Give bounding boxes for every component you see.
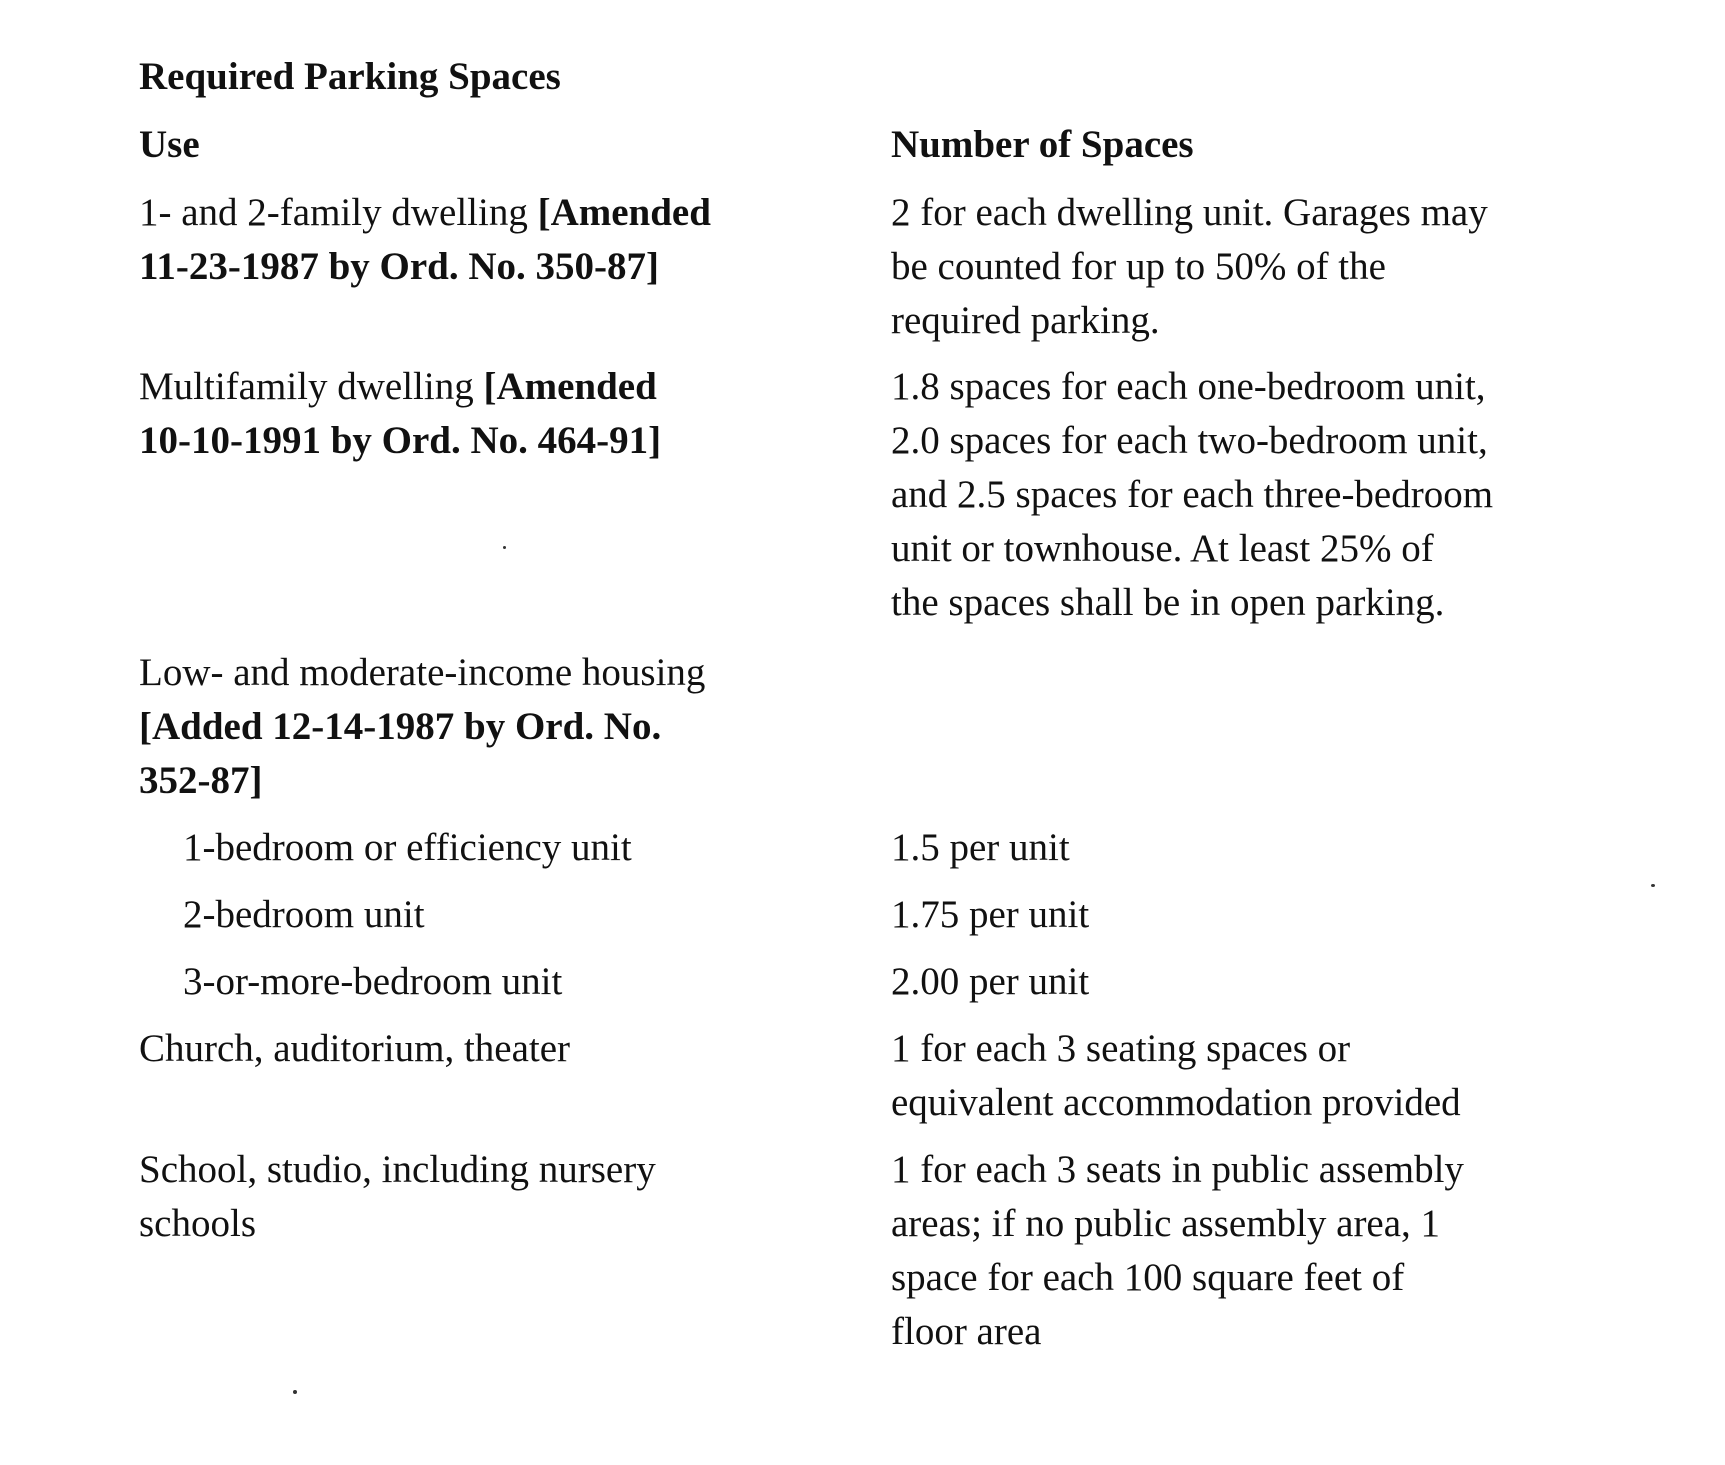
amendment-note: 11-23-1987 by Ord. No. 350-87] <box>139 245 659 288</box>
spaces-line: required parking. <box>891 299 1160 342</box>
use-line <box>139 240 711 294</box>
use-line: Church, auditorium, theater <box>139 1027 571 1070</box>
spaces-cell <box>891 955 1089 1009</box>
document-title: Required Parking Spaces <box>139 55 561 98</box>
use-cell <box>139 1022 570 1076</box>
spaces-line: 1.5 per unit <box>891 826 1070 869</box>
column-header-use: Use <box>139 123 200 166</box>
use-line <box>139 186 711 240</box>
use-cell <box>183 955 562 1009</box>
spaces-line: be counted for up to 50% of the <box>891 245 1386 288</box>
use-cell <box>183 821 632 875</box>
column-header-number-of-spaces: Number of Spaces <box>891 123 1194 166</box>
scan-speck <box>293 1390 297 1394</box>
amendment-note: [Amended <box>483 365 657 408</box>
scan-speck <box>503 546 506 549</box>
amendment-note: 10-10-1991 by Ord. No. 464-91] <box>139 419 662 462</box>
use-cell <box>139 186 711 294</box>
spaces-line: 2.0 spaces for each two-bedroom unit, <box>891 419 1488 462</box>
use-line: School, studio, including nursery <box>139 1148 656 1191</box>
use-line: 2-bedroom unit <box>183 893 425 936</box>
amendment-note: [Added 12-14-1987 by Ord. No. <box>139 705 662 748</box>
spaces-line: 1 for each 3 seats in public assembly <box>891 1148 1464 1191</box>
amendment-note: [Amended <box>537 191 711 234</box>
use-cell <box>139 360 661 468</box>
parking-requirements-document <box>139 0 1639 1465</box>
amendment-note: 352-87] <box>139 759 263 802</box>
spaces-line: equivalent accommodation provided <box>891 1081 1461 1124</box>
use-line: schools <box>139 1202 256 1245</box>
spaces-line: 1 for each 3 seating spaces or <box>891 1027 1351 1070</box>
spaces-line: areas; if no public assembly area, 1 <box>891 1202 1441 1245</box>
spaces-line: 2 for each dwelling unit. Garages may <box>891 191 1488 234</box>
spaces-cell <box>891 186 1488 348</box>
spaces-line: space for each 100 square feet of <box>891 1256 1405 1299</box>
spaces-cell <box>891 1022 1461 1130</box>
use-cell <box>183 888 425 942</box>
use-line: 3-or-more-bedroom unit <box>183 960 563 1003</box>
spaces-line: the spaces shall be in open parking. <box>891 581 1445 624</box>
use-line: Low- and moderate-income housing <box>139 651 706 694</box>
use-line: 1-bedroom or efficiency unit <box>183 826 632 869</box>
use-cell <box>139 1143 656 1251</box>
spaces-cell <box>891 888 1089 942</box>
scan-speck <box>1651 884 1655 887</box>
spaces-cell <box>891 821 1070 875</box>
spaces-cell <box>891 360 1493 630</box>
spaces-line: 1.75 per unit <box>891 893 1090 936</box>
use-line <box>139 360 661 414</box>
use-text: Multifamily dwelling <box>139 365 484 408</box>
spaces-line: 2.00 per unit <box>891 960 1090 1003</box>
spaces-line: unit or townhouse. At least 25% of <box>891 527 1434 570</box>
spaces-line: floor area <box>891 1310 1042 1353</box>
spaces-line: 1.8 spaces for each one-bedroom unit, <box>891 365 1486 408</box>
use-text: 1- and 2-family dwelling <box>139 191 538 234</box>
use-cell <box>139 646 705 808</box>
use-line <box>139 414 661 468</box>
spaces-cell <box>891 1143 1464 1359</box>
spaces-line: and 2.5 spaces for each three-bedroom <box>891 473 1494 516</box>
